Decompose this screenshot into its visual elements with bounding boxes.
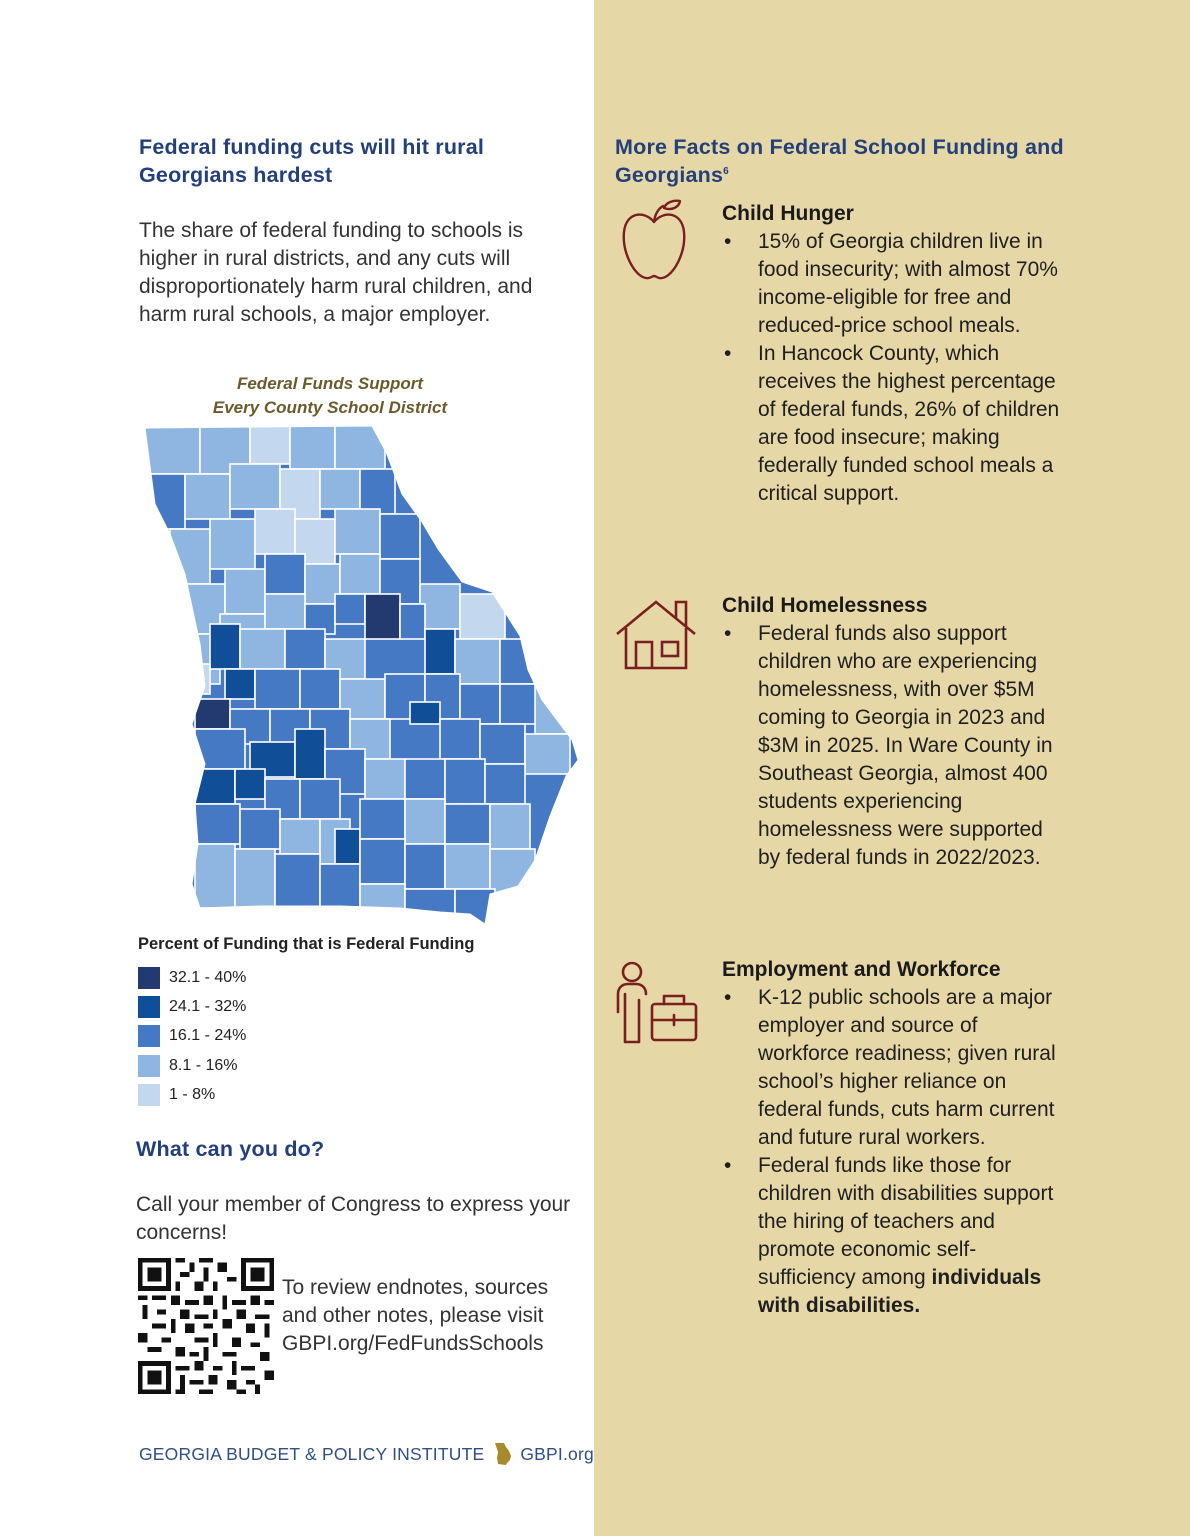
map-title (160, 372, 500, 420)
legend-swatch (138, 1055, 160, 1077)
bullet-item (722, 1152, 1062, 1320)
footer-website-link[interactable]: GBPI.org (520, 1443, 594, 1464)
section-employment-workforce (722, 956, 1062, 1320)
legend-label: 16.1 - 24% (169, 1027, 247, 1044)
left-section-title: Federal funding cuts will hit rural Georgians hardest (139, 135, 485, 187)
georgia-county-map (140, 424, 585, 944)
legend-item (138, 1024, 246, 1048)
right-title-text: More Facts on Federal School Funding and Georgians (615, 135, 1064, 187)
section-heading: Child Homelessness (722, 594, 928, 617)
legend-item (138, 995, 246, 1019)
legend-item (138, 1054, 237, 1078)
right-section-title (615, 133, 1075, 189)
map-title-line-1: Federal Funds Support (236, 374, 424, 393)
endnote-marker: 6 (723, 165, 729, 177)
legend-label: 1 - 8% (169, 1086, 216, 1103)
left-intro-paragraph: The share of federal funding to schools is higher in rural districts, and any cuts will disproportionately harm rural children, and harm rural schools, a major employer. (139, 219, 533, 326)
legend-swatch (138, 1025, 160, 1047)
legend-label: 32.1 - 40% (169, 969, 247, 986)
bullet-item: • In Hancock County, which receives the highest percentage of federal funds, 26% of children are food insecure; making federally funded school meals a critical support. (722, 340, 1062, 508)
house-icon (614, 598, 698, 670)
legend-label: 24.1 - 32% (169, 998, 247, 1015)
qr-instructions: To review endnotes, sources and other notes, please visit GBPI.org/FedFundsSchools (282, 1276, 549, 1355)
action-text: Call your member of Congress to express your concerns! (136, 1193, 571, 1244)
section-heading: Employment and Workforce (722, 958, 1001, 981)
bullet-item: • 15% of Georgia children live in food insecurity; with almost 70% income-eligible for free and reduced-price school meals. (722, 228, 1062, 340)
legend-item (138, 966, 246, 990)
qr-code-icon[interactable] (138, 1258, 274, 1394)
footer-org-name: GEORGIA BUDGET & POLICY INSTITUTE (139, 1443, 485, 1464)
bullet-item: • Federal funds also support children who are experiencing homelessness, with over $5M coming to Georgia in 2023 and $3M in 2025. In Ware County in Southeast Georgia, almost 400 students experiencing homelessness were supported by federal funds in 2022/2023. (722, 620, 1062, 872)
worker-briefcase-icon (612, 960, 700, 1046)
bullet-item: • K-12 public schools are a major employer and source of workforce readiness; given rural school’s higher reliance on federal funds, cuts harm current and future rural workers. (722, 984, 1062, 1152)
legend-swatch (138, 1084, 160, 1106)
legend-label: 8.1 - 16% (169, 1057, 238, 1074)
section-heading: Child Hunger (722, 202, 854, 225)
bullet-bold-text: individuals with disabilities. (758, 1266, 1042, 1317)
apple-icon (618, 198, 690, 284)
georgia-logo-icon (494, 1443, 512, 1465)
bullet-list (722, 984, 1062, 1320)
section-child-homelessness (722, 592, 1062, 872)
action-title: What can you do? (136, 1137, 325, 1161)
legend-swatch (138, 996, 160, 1018)
legend-title: Percent of Funding that is Federal Funding (138, 935, 475, 953)
map-title-line-2: Every County School District (212, 398, 448, 417)
bullet-list (722, 228, 1062, 508)
section-child-hunger (722, 200, 1062, 508)
legend-swatch (138, 967, 160, 989)
bullet-list (722, 620, 1062, 872)
bullet-text: Federal funds like those for children with disabilities support the hiring of teachers and promote economic self-sufficiency among (758, 1154, 1054, 1289)
footer (139, 1443, 594, 1465)
legend-item (138, 1083, 215, 1107)
